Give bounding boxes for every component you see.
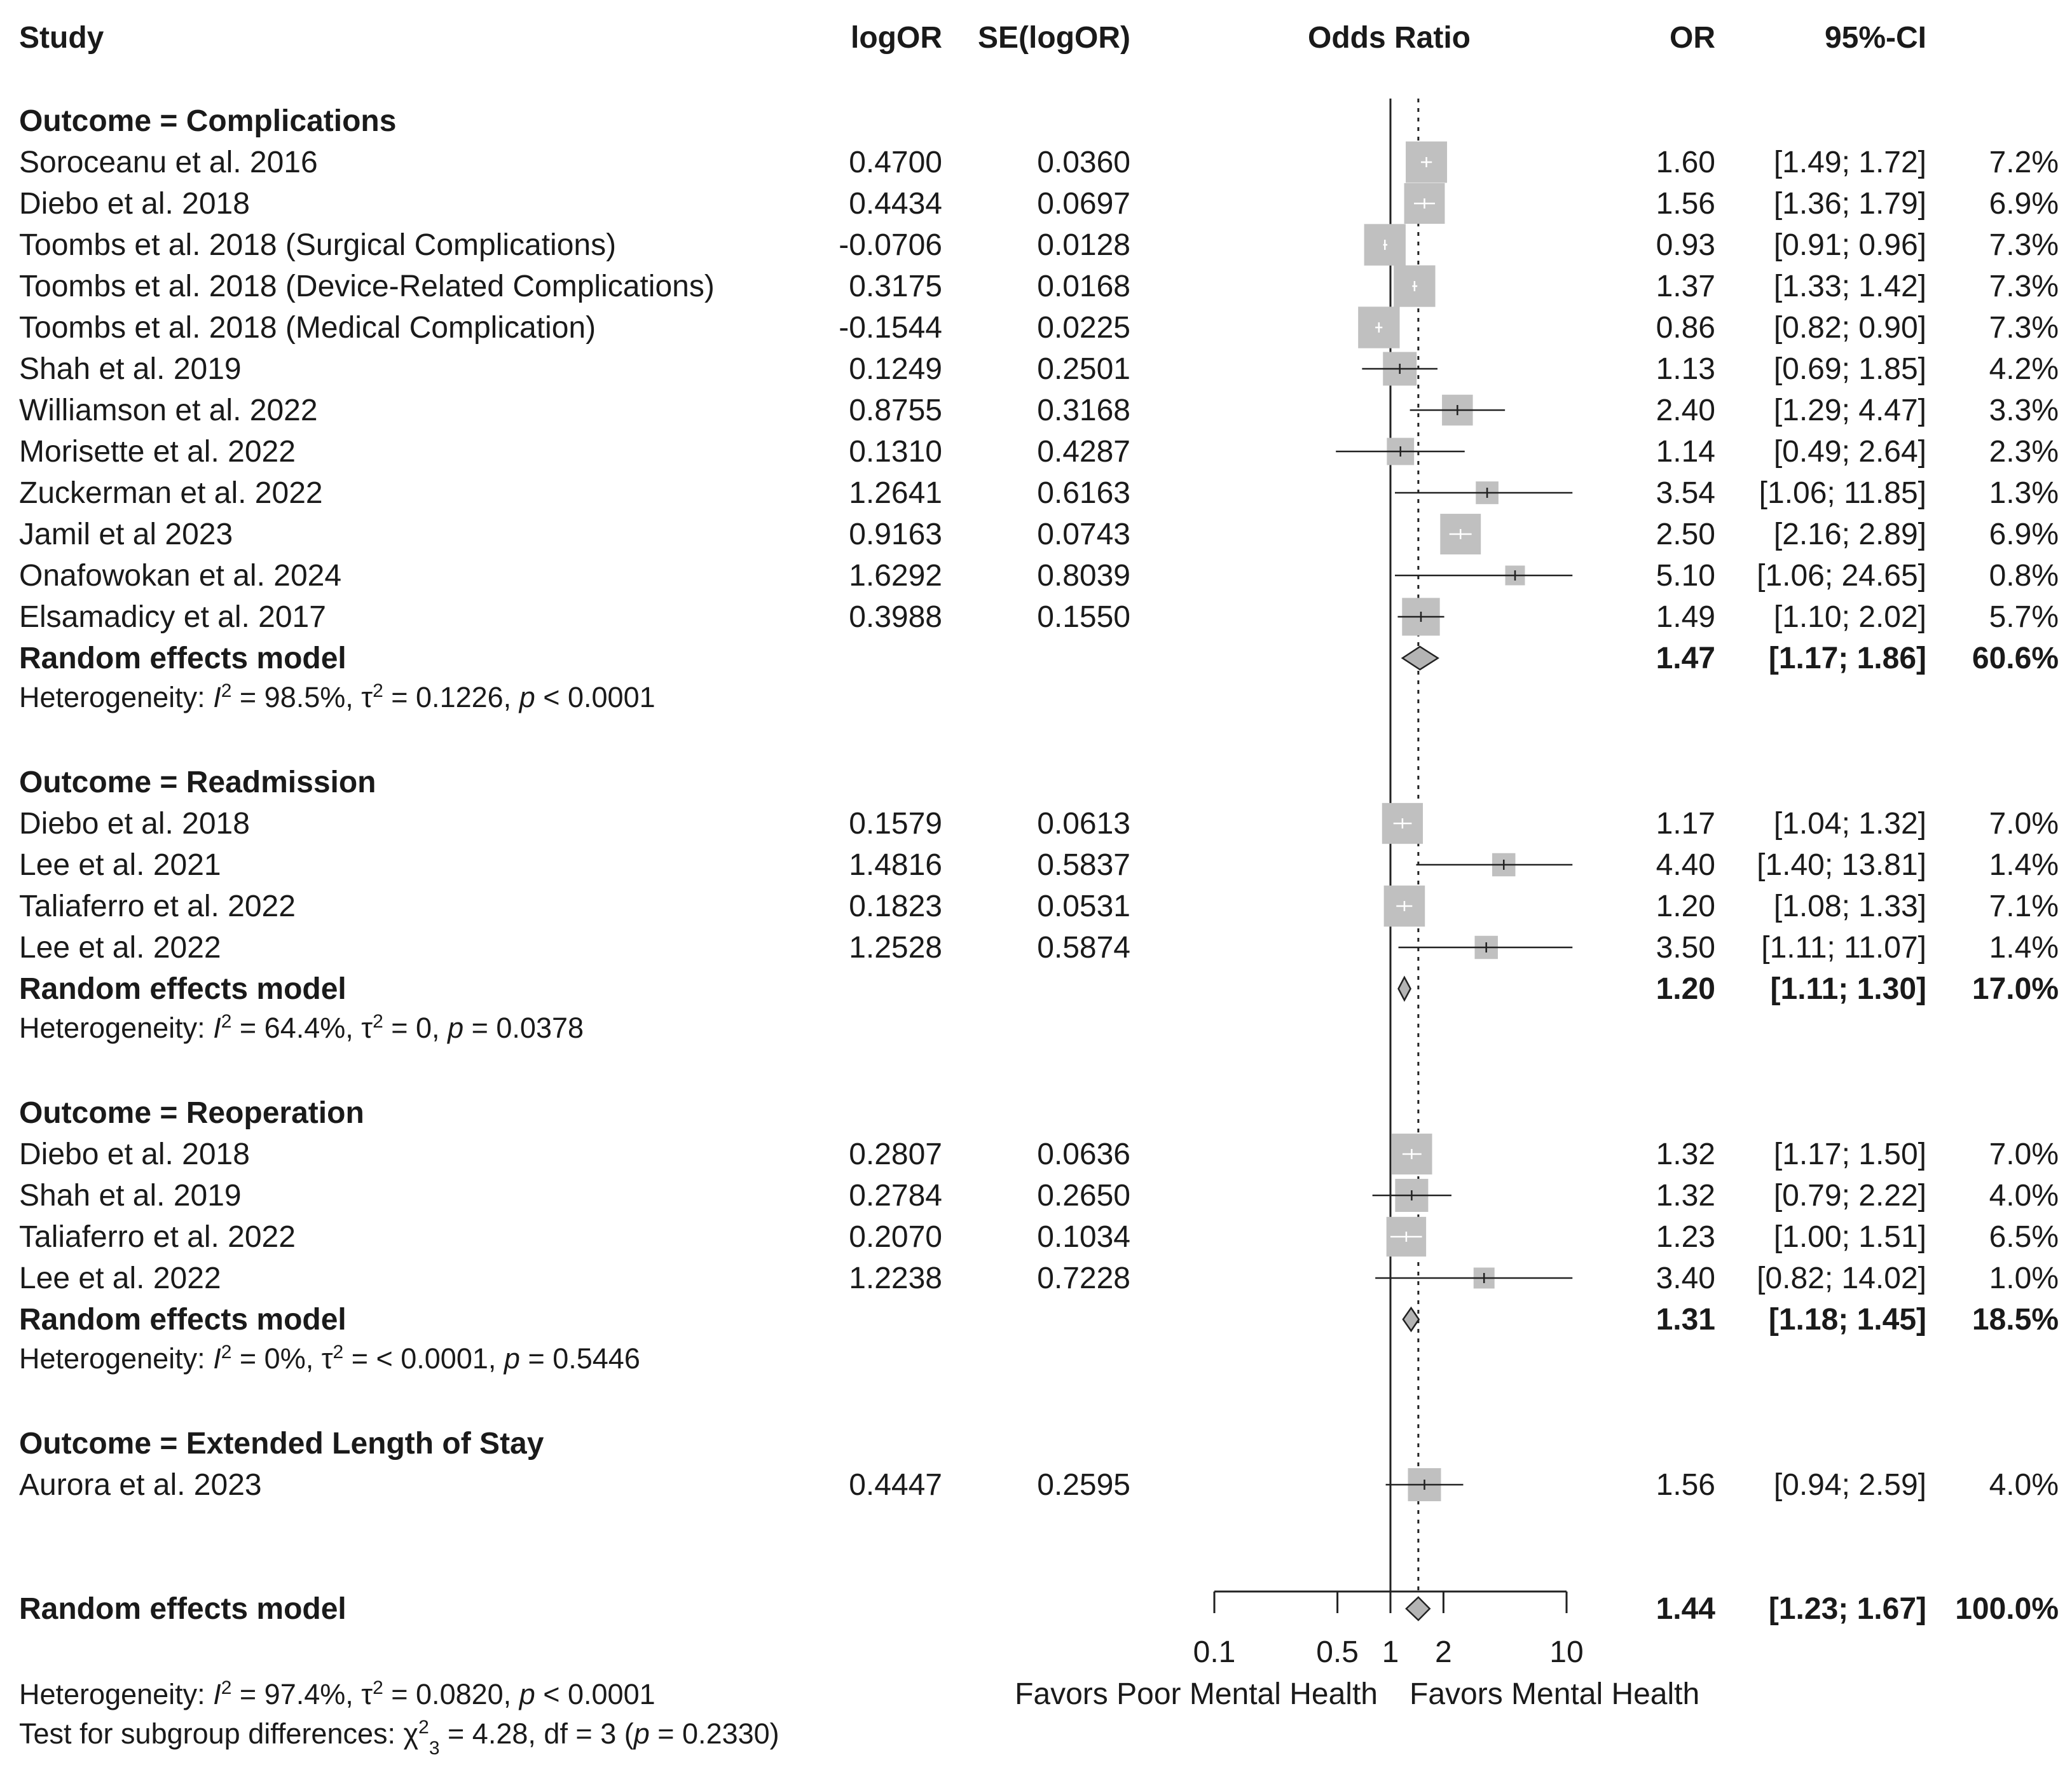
study-ci: [0.49; 2.64] <box>1773 435 1926 469</box>
study-or: 2.40 <box>1656 394 1715 427</box>
study-logor: 0.3988 <box>849 600 942 634</box>
study-marker <box>1416 853 1572 876</box>
study-ci: [0.69; 1.85] <box>1773 352 1926 386</box>
study-se: 0.0168 <box>1037 270 1130 303</box>
x-axis-tick-label: 1 <box>1382 1635 1399 1669</box>
header-se: SE(logOR) <box>978 21 1130 55</box>
study-or: 3.54 <box>1656 476 1715 510</box>
subgroup-diamond <box>1399 977 1411 1000</box>
study-weight: 6.9% <box>1989 518 2059 551</box>
study-marker <box>1358 306 1399 348</box>
study-se: 0.5837 <box>1037 848 1130 882</box>
study-ci: [0.91; 0.96] <box>1773 228 1926 262</box>
subgroup-diamond <box>1403 1308 1419 1331</box>
study-name: Taliaferro et al. 2022 <box>19 890 296 923</box>
study-name: Diebo et al. 2018 <box>19 1138 250 1171</box>
study-name: Lee et al. 2021 <box>19 848 221 882</box>
study-marker <box>1382 803 1423 844</box>
study-se: 0.0225 <box>1037 311 1130 345</box>
subgroup-model-label: Random effects model <box>19 1303 346 1337</box>
subgroup-model-ci: [1.17; 1.86] <box>1768 642 1926 675</box>
study-name: Soroceanu et al. 2016 <box>19 146 318 179</box>
overall-model-label: Random effects model <box>19 1592 346 1626</box>
overall-heterogeneity: Heterogeneity: $I^2 = 97.4\%$, $\tau^2 = 0.0820$, p < 0.0001 <box>19 1677 655 1710</box>
study-marker <box>1384 886 1425 927</box>
study-ci: [0.79; 2.22] <box>1773 1179 1926 1213</box>
study-weight: 7.0% <box>1989 807 2059 841</box>
study-name: Elsamadicy et al. 2017 <box>19 600 326 634</box>
study-weight: 6.9% <box>1989 187 2059 221</box>
header-or: OR <box>1670 21 1715 55</box>
study-logor: 0.3175 <box>849 270 942 303</box>
study-marker <box>1395 566 1572 586</box>
study-se: 0.0128 <box>1037 228 1130 262</box>
study-ci: [0.82; 14.02] <box>1757 1262 1926 1295</box>
study-name: Toombs et al. 2018 (Surgical Complications) <box>19 228 617 262</box>
subgroup-heterogeneity: Heterogeneity: $I^2 = 64.4\%$, $\tau^2 = 0$, p = 0.0378 <box>19 1010 584 1044</box>
subgroup-model-ci: [1.11; 1.30] <box>1770 972 1926 1006</box>
study-marker <box>1394 265 1435 306</box>
study-weight: 4.0% <box>1989 1179 2059 1213</box>
study-se: 0.0613 <box>1037 807 1130 841</box>
subgroup-title: Outcome = Complications <box>19 104 397 138</box>
study-ci: [0.94; 2.59] <box>1773 1468 1926 1502</box>
study-logor: 1.2238 <box>849 1262 942 1295</box>
study-marker <box>1397 598 1444 635</box>
study-logor: 0.2807 <box>849 1138 942 1171</box>
study-marker <box>1362 352 1437 386</box>
study-or: 2.50 <box>1656 518 1715 551</box>
study-ci: [1.10; 2.02] <box>1773 600 1926 634</box>
study-or: 1.23 <box>1656 1220 1715 1254</box>
study-or: 4.40 <box>1656 848 1715 882</box>
header-logor: logOR <box>851 21 942 55</box>
study-weight: 5.7% <box>1989 600 2059 634</box>
study-or: 1.13 <box>1656 352 1715 386</box>
study-weight: 7.0% <box>1989 1138 2059 1171</box>
study-weight: 7.2% <box>1989 146 2059 179</box>
study-ci: [1.17; 1.50] <box>1773 1138 1926 1171</box>
subgroup-model-weight: 18.5% <box>1972 1303 2059 1337</box>
study-or: 1.37 <box>1656 270 1715 303</box>
study-ci: [1.36; 1.79] <box>1773 187 1926 221</box>
subgroup-differences-test: Test for subgroup differences: $\chi^2_3 = 4.28$, df = 3 (p = 0.2330) <box>19 1716 779 1759</box>
study-weight: 7.3% <box>1989 228 2059 262</box>
subgroup-model-label: Random effects model <box>19 972 346 1006</box>
study-se: 0.4287 <box>1037 435 1130 469</box>
study-name: Lee et al. 2022 <box>19 931 221 965</box>
subgroup-model-weight: 17.0% <box>1972 972 2059 1006</box>
study-logor: 0.9163 <box>849 518 942 551</box>
study-name: Shah et al. 2019 <box>19 1179 242 1213</box>
study-logor: 1.4816 <box>849 848 942 882</box>
study-marker <box>1336 438 1465 465</box>
study-or: 1.20 <box>1656 890 1715 923</box>
study-logor: 0.1579 <box>849 807 942 841</box>
study-name: Jamil et al 2023 <box>19 518 233 551</box>
study-weight: 7.1% <box>1989 890 2059 923</box>
study-weight: 1.3% <box>1989 476 2059 510</box>
study-logor: 0.1823 <box>849 890 942 923</box>
header-ci: 95%-CI <box>1824 21 1926 55</box>
study-name: Onafowokan et al. 2024 <box>19 559 342 593</box>
overall-model-ci: [1.23; 1.67] <box>1768 1592 1926 1626</box>
study-logor: 0.1310 <box>849 435 942 469</box>
study-weight: 4.2% <box>1989 352 2059 386</box>
study-or: 5.10 <box>1656 559 1715 593</box>
study-logor: 0.2070 <box>849 1220 942 1254</box>
study-ci: [1.29; 4.47] <box>1773 394 1926 427</box>
study-ci: [1.49; 1.72] <box>1773 146 1926 179</box>
study-ci: [1.06; 11.85] <box>1759 476 1926 510</box>
study-or: 1.56 <box>1656 1468 1715 1502</box>
study-marker <box>1375 1268 1572 1289</box>
study-ci: [1.11; 11.07] <box>1761 931 1926 965</box>
study-logor: 0.1249 <box>849 352 942 386</box>
study-marker <box>1373 1179 1451 1212</box>
study-logor: 1.2641 <box>849 476 942 510</box>
study-or: 0.86 <box>1656 311 1715 345</box>
x-axis-tick-label: 2 <box>1435 1635 1452 1669</box>
study-or: 3.50 <box>1656 931 1715 965</box>
subgroup-model-or: 1.31 <box>1656 1303 1715 1337</box>
study-or: 0.93 <box>1656 228 1715 262</box>
subgroup-title: Outcome = Reoperation <box>19 1096 364 1130</box>
study-logor: 1.6292 <box>849 559 942 593</box>
study-marker <box>1404 183 1445 224</box>
study-se: 0.1034 <box>1037 1220 1130 1254</box>
subgroup-title: Outcome = Readmission <box>19 766 376 799</box>
study-or: 3.40 <box>1656 1262 1715 1295</box>
study-logor: 0.4700 <box>849 146 942 179</box>
study-name: Shah et al. 2019 <box>19 352 242 386</box>
study-name: Diebo et al. 2018 <box>19 807 250 841</box>
x-axis-tick-label: 0.5 <box>1316 1635 1359 1669</box>
study-se: 0.0697 <box>1037 187 1130 221</box>
study-logor: -0.0706 <box>839 228 942 262</box>
axis-label-right: Favors Mental Health <box>1410 1677 1700 1711</box>
study-weight: 1.4% <box>1989 848 2059 882</box>
study-se: 0.7228 <box>1037 1262 1130 1295</box>
study-name: Toombs et al. 2018 (Device-Related Complications) <box>19 270 715 303</box>
study-weight: 6.5% <box>1989 1220 2059 1254</box>
study-weight: 4.0% <box>1989 1468 2059 1502</box>
study-se: 0.2650 <box>1037 1179 1130 1213</box>
overall-model-weight: 100.0% <box>1955 1592 2059 1626</box>
study-ci: [1.08; 1.33] <box>1773 890 1926 923</box>
study-weight: 2.3% <box>1989 435 2059 469</box>
study-se: 0.0636 <box>1037 1138 1130 1171</box>
study-ci: [1.00; 1.51] <box>1773 1220 1926 1254</box>
study-name: Toombs et al. 2018 (Medical Complication) <box>19 311 596 345</box>
study-ci: [1.33; 1.42] <box>1773 270 1926 303</box>
study-name: Lee et al. 2022 <box>19 1262 221 1295</box>
study-weight: 0.8% <box>1989 559 2059 593</box>
study-or: 1.32 <box>1656 1138 1715 1171</box>
study-se: 0.3168 <box>1037 394 1130 427</box>
study-marker <box>1387 1217 1426 1256</box>
study-or: 1.49 <box>1656 600 1715 634</box>
axis-label-left: Favors Poor Mental Health <box>1015 1677 1378 1711</box>
study-or: 1.32 <box>1656 1179 1715 1213</box>
study-or: 1.56 <box>1656 187 1715 221</box>
subgroup-model-weight: 60.6% <box>1972 642 2059 675</box>
study-ci: [1.06; 24.65] <box>1757 559 1926 593</box>
study-logor: 1.2528 <box>849 931 942 965</box>
study-se: 0.0531 <box>1037 890 1130 923</box>
header-odds-ratio: Odds Ratio <box>1307 21 1471 55</box>
study-ci: [1.40; 13.81] <box>1757 848 1926 882</box>
subgroup-model-or: 1.47 <box>1656 642 1715 675</box>
study-marker <box>1386 1468 1464 1501</box>
study-weight: 7.3% <box>1989 311 2059 345</box>
subgroup-diamond <box>1403 647 1438 670</box>
study-weight: 7.3% <box>1989 270 2059 303</box>
study-ci: [1.04; 1.32] <box>1773 807 1926 841</box>
study-weight: 1.0% <box>1989 1262 2059 1295</box>
study-logor: 0.2784 <box>849 1179 942 1213</box>
x-axis-tick-label: 0.1 <box>1193 1635 1236 1669</box>
study-logor: 0.4447 <box>849 1468 942 1502</box>
subgroup-model-ci: [1.18; 1.45] <box>1768 1303 1926 1337</box>
x-axis-tick-label: 10 <box>1549 1635 1584 1669</box>
study-logor: 0.8755 <box>849 394 942 427</box>
subgroup-model-or: 1.20 <box>1656 972 1715 1006</box>
study-marker <box>1391 1134 1432 1174</box>
study-se: 0.8039 <box>1037 559 1130 593</box>
subgroup-model-label: Random effects model <box>19 642 346 675</box>
study-name: Diebo et al. 2018 <box>19 187 250 221</box>
study-marker <box>1364 224 1406 265</box>
overall-model-or: 1.44 <box>1656 1592 1715 1626</box>
study-marker <box>1440 514 1481 554</box>
study-name: Williamson et al. 2022 <box>19 394 318 427</box>
study-logor: -0.1544 <box>839 311 942 345</box>
study-marker <box>1406 142 1447 183</box>
study-se: 0.2595 <box>1037 1468 1130 1502</box>
study-se: 0.5874 <box>1037 931 1130 965</box>
subgroup-heterogeneity: Heterogeneity: $I^2 = 0\%$, $\tau^2$ = < 0.0001, p = 0.5446 <box>19 1341 640 1375</box>
study-name: Zuckerman et al. 2022 <box>19 476 323 510</box>
study-ci: [2.16; 2.89] <box>1773 518 1926 551</box>
study-ci: [0.82; 0.90] <box>1773 311 1926 345</box>
study-or: 1.14 <box>1656 435 1715 469</box>
study-se: 0.6163 <box>1037 476 1130 510</box>
study-name: Aurora et al. 2023 <box>19 1468 262 1502</box>
overall-diamond <box>1406 1597 1430 1620</box>
study-or: 1.60 <box>1656 146 1715 179</box>
study-se: 0.0360 <box>1037 146 1130 179</box>
study-se: 0.0743 <box>1037 518 1130 551</box>
study-marker <box>1399 936 1573 959</box>
study-logor: 0.4434 <box>849 187 942 221</box>
study-or: 1.17 <box>1656 807 1715 841</box>
study-marker <box>1395 481 1572 504</box>
study-weight: 3.3% <box>1989 394 2059 427</box>
subgroup-title: Outcome = Extended Length of Stay <box>19 1427 544 1461</box>
subgroup-heterogeneity: Heterogeneity: $I^2 = 98.5\%$, $\tau^2 = 0.1226$, p < 0.0001 <box>19 680 655 713</box>
study-se: 0.1550 <box>1037 600 1130 634</box>
header-study: Study <box>19 21 104 55</box>
study-weight: 1.4% <box>1989 931 2059 965</box>
study-name: Taliaferro et al. 2022 <box>19 1220 296 1254</box>
study-se: 0.2501 <box>1037 352 1130 386</box>
study-name: Morisette et al. 2022 <box>19 435 296 469</box>
study-marker <box>1410 395 1506 426</box>
